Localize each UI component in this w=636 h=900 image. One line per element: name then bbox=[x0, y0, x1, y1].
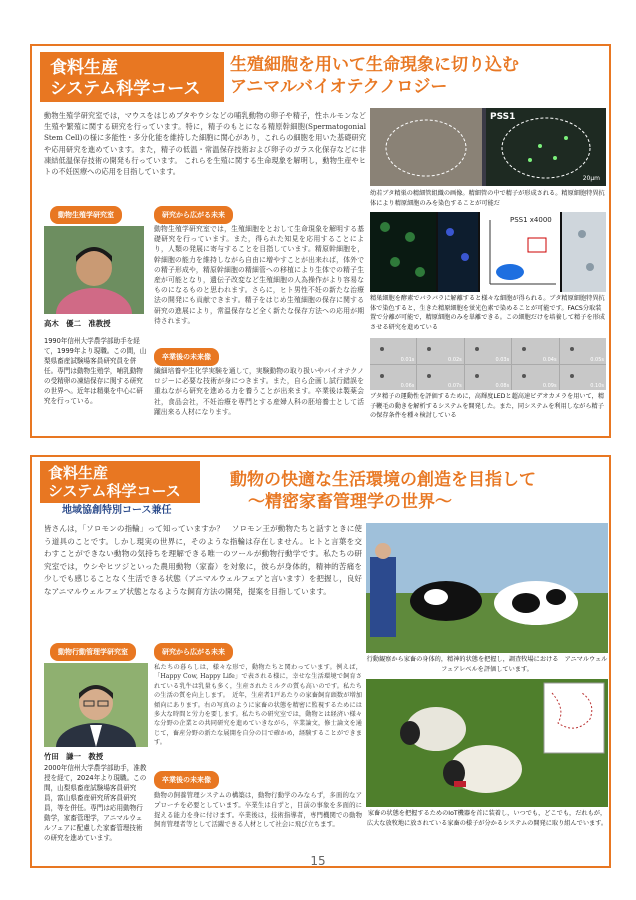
motility-frame bbox=[465, 338, 511, 364]
section-reproduction-lab bbox=[30, 44, 611, 438]
after-graduation-tag: 卒業後の未来像 bbox=[154, 771, 219, 789]
frame-timestamp: 0.07s bbox=[448, 383, 462, 389]
frame-timestamp: 0.05s bbox=[590, 356, 604, 363]
intro-text: 動物生殖学研究室では，マウスをはじめブタやウシなどの哺乳動物の卵子や精子，性ホルモンなど生殖や繁殖に関する研究を行っています。特に，精子のもとになる精原幹細胞(Spermatogonial Stem Cell)の様に多能性・多分化能を維持した細胞に関心があり，これらの細胞を用いた基礎研究や応用研究を進めています。また，精子の低温・常温保存技術および卵子のガラス化保存などに非凍結低温保存技術の開発も行っています。 これらを生殖に関する生命現象を解明し，動物生産やヒトの不妊医療への応用を目指しています。 bbox=[44, 111, 366, 177]
sperm-shape bbox=[475, 374, 479, 378]
headline-line-1: 動物の快適な生活環境の創造を目指して bbox=[230, 470, 536, 490]
motility-frame bbox=[512, 365, 558, 391]
sperm-shape bbox=[427, 374, 431, 378]
lab-name-tag: 動物行動管理学研究室 bbox=[50, 643, 136, 661]
headline-line-1: 生殖細胞を用いて生命現象に切り込む bbox=[230, 55, 519, 75]
frame-timestamp: 0.08s bbox=[495, 383, 510, 389]
professor-photo bbox=[44, 663, 148, 747]
after-graduation-text: 動物の飼養管理システムの構築は，動物行動学のみならず，多面的なアプローチを必要としています。卒業生は自ずと，目前の事象を多面的に捉える能力を身に付けます。卒業後は，技術指導者，専門機関での動物飼育管理者等として活躍できる人材として社会に飛び立ちます。 bbox=[154, 791, 362, 829]
research-future-tag: 研究から広がる未来 bbox=[154, 643, 233, 661]
section-headline bbox=[230, 54, 610, 98]
dept-line-1: 食料生産 bbox=[48, 464, 109, 482]
dept-line-2: システム科学コース bbox=[48, 482, 181, 500]
frame-timestamp: 0.10s bbox=[590, 383, 604, 389]
motility-frame bbox=[465, 365, 511, 391]
professor-name: 竹田 謙一 教授 bbox=[44, 752, 104, 761]
research-future-text: 私たちの暮らしは，様々な形で，動物たちと関わっています。例えば，「Happy Cow, Happy Life」で表される様に，幸せな生活環境で飼育されている乳牛は乳量も多く，生産されたミルクの質も高いのです。私たちの生活の質を向上します。 近年，生産者1戸あたりの家畜飼育頭数が増加傾向にあります。右の写真のように家畜の状態を精密に監視するためには多大な時間と労力を要します。私たちの研究室では，動物とは経済い様々な分野の企業との共同研究を進めていきながら，卒業論文，修士論文を通じて，畜産分野の新たな展開を自分の目で確かめ，経験することができます。 bbox=[154, 664, 362, 747]
headline-line-2: アニマルバイオテクノロジー bbox=[230, 77, 448, 97]
frame-timestamp: 0.02s bbox=[448, 356, 462, 363]
page-number: 15 bbox=[310, 854, 326, 868]
professor-photo bbox=[44, 226, 144, 314]
motility-frame bbox=[560, 338, 606, 364]
after-graduation-text: 繊細培養や生化学実験を通して，実験動物の取り扱いやバイオテクノロジーに必要な技術が身につきます。また，自ら企画し試行錯誤を重ねながら研究を進める力を養うことが出来ます。卒業後は製薬会社，食品会社，不妊治療を専門とする産婦人科の胚培養士として活躍出来る人材になります。 bbox=[154, 367, 364, 416]
tissue-micrograph bbox=[370, 108, 606, 186]
facs-panels bbox=[370, 212, 606, 292]
dept-line-1: 食料生産 bbox=[50, 58, 118, 78]
sperm-shape bbox=[427, 347, 431, 351]
professor-bio: 1990年信州大学農学部助手を経て，1999年より現職。この間，山梨県畜産試験場客員研究員を併任。専門は動物生殖学，哺乳動物の受精卵の凍結保存に関する研究の世界へ。近年は精巣を中心に研究を行っている。 bbox=[44, 337, 147, 405]
motility-frame bbox=[370, 365, 416, 391]
sperm-shape bbox=[522, 347, 526, 351]
motility-frame bbox=[417, 365, 463, 391]
motility-frame bbox=[560, 365, 606, 391]
frame-timestamp: 0.01s bbox=[400, 356, 415, 363]
tissue-image-caption: 幼若ブタ精巣の精細管組織の画像。精細管の中で精子が形成される。精原細胞特異抗体により精原細胞のみを染色することが可能だ bbox=[370, 190, 605, 207]
testis-tissue-image bbox=[370, 108, 606, 186]
sperm-shape bbox=[475, 347, 479, 351]
cell-sort-image bbox=[370, 212, 606, 292]
sheep-iot-photo bbox=[366, 679, 608, 807]
dept-line-2: システム科学コース bbox=[50, 79, 201, 99]
frame-timestamp: 0.06s bbox=[400, 383, 415, 389]
research-future-text: 動物生殖学研究室では，生殖細胞をとおして生命現象を解明する基礎研究を行っています。また，得られた知見を応用することにより，人類の発展に寄与することを目指しています。精原幹細胞を，幹細胞の能力を維持しながら自由に増やすことが出来れば，体外での精子形成や，精原幹細胞の精細管への移植により生体での精子生産が可能となり，遺伝子改変など生殖細胞の人為操作がより容易なものになるものと思われます。さらに，ヒト男性不妊の新たな治療法の開発にも貢献できます。精子をはじめ生殖細胞の保存に関する研究の進展により，常温保存など全く新たな保存方法への応用が期待されます。 bbox=[154, 225, 364, 325]
sperm-shape bbox=[380, 374, 384, 378]
sperm-shape bbox=[522, 374, 526, 378]
frame-timestamp: 0.03s bbox=[495, 356, 510, 363]
sperm-shape bbox=[570, 347, 574, 351]
motility-frame bbox=[512, 338, 558, 364]
headline-line-2: ～精密家畜管理学の世界～ bbox=[248, 492, 452, 512]
after-graduation-tag: 卒業後の未来像 bbox=[154, 348, 219, 366]
frame-timestamp: 0.04s bbox=[542, 356, 557, 363]
professor-name: 高木 優二 准教授 bbox=[44, 319, 111, 328]
sheep-photo-caption: 家畜の状態を把握するためのIoT機器を首に装着し，いつでも，どこでも，だれもが，広大な放牧地に放されている家畜の様子が分かるシステムの開発に取り組んでいます。 bbox=[366, 810, 608, 827]
pss1-label: PSS1 bbox=[490, 112, 516, 122]
cell-sort-caption: 精巣細胞を酵素でバラバラに解離すると様々な細胞が得られる。ブタ精原細胞特異抗体で染色すると，生きた精原細胞を蛍光色素で染めることが可能です。FACS分取装置で分離が可能で，精原細胞のみを単離できる。この細胞だけを培養して精子を形成させる研究を進めている bbox=[370, 295, 605, 331]
section-headline bbox=[230, 469, 610, 513]
frame-timestamp: 0.09s bbox=[542, 383, 557, 389]
motility-frame bbox=[417, 338, 463, 364]
section-animal-behavior-lab bbox=[30, 455, 611, 868]
cow-photo-caption: 行動観察から家畜の身体的，精神的状態を把握し，調査牧場における アニマルウェルフェアレベルを評価しています。 bbox=[366, 656, 608, 673]
course-title-block bbox=[40, 461, 200, 503]
scale-label: 20μm bbox=[582, 175, 600, 182]
sperm-motility-caption: ブタ精子の運動性を評価するために，高輝度LEDと超高速ビデオカメラを用いて，精子鞭毛の動きを解析するシステムを開発した。また，同システムを利用しながら精子の保存条件を種々検討している bbox=[370, 393, 605, 420]
professor-bio: 2000年信州大学農学部助手，准教授を経て，2024年より現職。この間，山梨県畜産試験場客員研究員，富山県畜産研究所客員研究員，等を併任。専門は応用動物行動学，家畜管理学，アニマルウェルフェアに配慮した家畜管理技術の研究を進めています。 bbox=[44, 764, 147, 842]
course-title-block bbox=[40, 52, 224, 102]
pss1-magnification-label: PSS1 x4000 bbox=[510, 216, 552, 224]
sperm-shape bbox=[380, 347, 384, 351]
motility-frame bbox=[370, 338, 416, 364]
intro-text: 皆さんは，「ソロモンの指輪」って知っていますか？ ソロモン王が動物たちと話すときに使う道具のことです。しかし現実の世界に，そのような指輪は存在しません。ヒトと言葉を交わすことができない動物の気持ちを理解できる唯一のツールが動物行動学です。私たちの研究室では，ウシやヒツジといった農用動物（家畜）を対象に，彼らが身体的，精神的苦痛を少しでも感じることなく生活できる状態（アニマルウェルフェアと言います）を把握し，良好なアニマルウェルフェア状態となるような飼育方法の開発，提案を目指しています。 bbox=[44, 524, 362, 596]
cow-observation-photo bbox=[366, 523, 608, 653]
lab-name-tag: 動物生殖学研究室 bbox=[50, 206, 122, 224]
research-future-tag: 研究から広がる未来 bbox=[154, 206, 233, 224]
sperm-shape bbox=[570, 374, 574, 378]
sperm-motility-frames bbox=[370, 338, 606, 390]
regional-course-note: 地域協創特別コース兼任 bbox=[62, 505, 172, 516]
